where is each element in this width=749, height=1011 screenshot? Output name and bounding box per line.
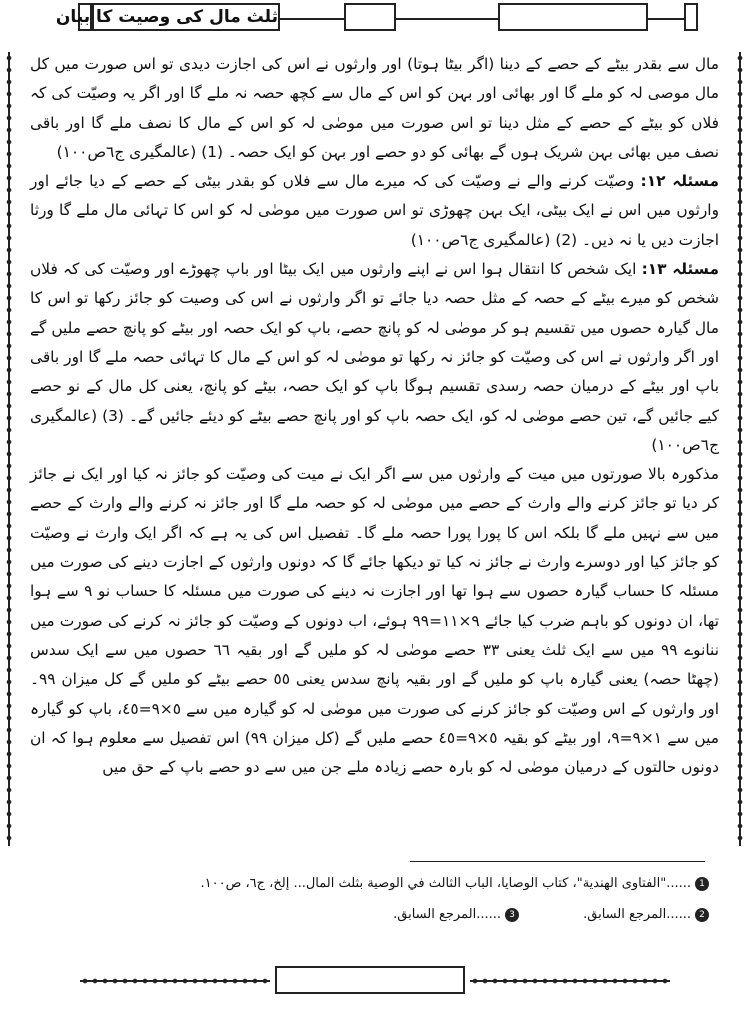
footnote-3-text: ......المرجع السابق. [393, 907, 501, 922]
paragraph-masala-12-text: وصیّت کرنے والے نے وصیّت کی کہ میرے مال سے فلاں کو بقدر بیٹی کے حصے کے دیا جائے اور وارثوں میں اس نے ایک بیٹی، ایک بہن چھوڑی تو اس صورت میں موصٰی لہ کو اس کا تہائی مال ملے گا ورثا اجازت دیں یا نہ دیں۔ (2) (عالمگیری ج٦ص١٠٠) [30, 172, 719, 249]
paragraph-1 [30, 50, 719, 167]
paragraph-masala-13-text: ایک شخص کا انتقال ہوا اس نے اپنے وارثوں میں ایک بیٹا اور باپ چھوڑے اور وصیّت کی کہ فلاں شخص کو میرے بیٹے کے حصہ کے مثل حصہ دیا جائے تو اگر وارثوں نے اس کی وصیت کو جائز رکھا تو اس کا مال گیارہ حصوں میں تقسیم ہو کر موصٰی لہ کو پانچ حصے، باپ کو ایک حصہ اور بیٹے کو پانچ حصے ملیں گے اور اگر وارثوں نے اس کی وصیّت کو جائز نہ رکھا تو موصٰی لہ کو اس کے مال کا تہائی حصہ ملے گا اور باقی باپ اور بیٹے کے درمیان حصہ رسدی تقسیم ہوگا باپ کو ایک حصہ، بیٹے کو پانچ، یعنی کل مال کے نو حصے کیے جائیں گے، تین حصے موصٰی لہ کو، ایک حصہ باپ کو اور پانچ حصے بیٹے کو دیئے جائیں گے۔ (3) (عالمگیری ج٦ص١٠٠) [30, 260, 719, 454]
left-dotted-border [4, 52, 14, 846]
paragraph-4 [30, 460, 719, 782]
footnote-3-number: 3 [505, 908, 519, 922]
header-title-box [55, 3, 280, 31]
footnote-3 [393, 907, 519, 922]
bottom-dotted-border-right [470, 976, 670, 986]
footnote-2-text: ......المرجع السابق. [583, 907, 691, 922]
masala-12-label: مسئلہ ١٢: [640, 172, 719, 191]
footnote-separator [410, 861, 705, 862]
footnote-1-number: 1 [695, 877, 709, 891]
footnote-1 [201, 876, 710, 891]
main-text [30, 50, 719, 782]
paragraph-masala-13 [30, 255, 719, 460]
footer-box [275, 966, 465, 994]
footnote-2-number: 2 [695, 908, 709, 922]
masala-13-label: مسئلہ ١٣: [641, 260, 719, 279]
footnote-1-text: ......"الفتاوى الهندية"، كتاب الوصايا، الباب الثالث في الوصية بثلث المال... إلخ، ج٦، ص١٠٠. [200, 876, 691, 891]
paragraph-masala-12 [30, 167, 719, 255]
header-box-middle [344, 3, 396, 31]
paragraph-4-text: مذکورہ بالا صورتوں میں میت کے وارثوں میں سے اگر ایک نے میت کی وصیّت کو جائز نہ کیا اور ایک نے جائز کر دیا تو جائز کرنے والے وارث کے حصے میں موصٰی لہ کو حصہ ملے گا اور جائز نہ کرنے والے وارث کے حصے میں سے نہیں ملے گا بلکہ اس کا پورا پورا حصہ ملے گا۔ تفصیل اس کی یہ ہے کہ اگر ایک وارث نے وصیّت کو جائز کیا اور دوسرے وارث نے جائز نہ کیا تو دیکھا جائے گا کہ دونوں وارثوں کے اجازت دینے کی صورت میں مسئلہ کا حساب گیارہ حصوں سے ہوا تھا اور اجازت نہ دینے کی صورت میں مسئلہ کا حساب نو ٩ سے ہوا تھا، ان دونوں کو باہم ضرب کیا جائے ٩×١١=٩٩ ہوئے، اب دونوں کے وصیّت کو جائز نہ کرنے کی صورت میں ننانوے ٩٩ میں سے ایک ثلث یعنی ٣٣ حصے موصٰی لہ کو ملیں گے اور بقیہ ٦٦ حصوں میں سے ایک سدس (چھٹا حصہ) یعنی گیارہ باپ کو ملیں گے اور بقیہ پانچ سدس یعنی ٥٥ حصے بیٹے کو ملیں گے کل میزان ٩٩۔ اور وارثوں کے اس وصیّت کو جائز کرنے کی صورت میں موصٰی لہ کو گیارہ میں سے ٥×٩=٤٥، باپ کو گیارہ میں سے ١×٩=٩، اور بیٹے کو بقیہ ٥×٩=٤٥ حصے ملیں گے (کل میزان ٩٩) اس تفصیل سے معلوم ہوا کہ ان دونوں حالتوں کے درمیان موصٰی لہ کو بارہ حصے زیادہ ملے جن میں سے دو حصے باپ کے حق میں [30, 465, 720, 777]
bottom-dotted-border-left [80, 976, 270, 986]
paragraph-1-text: مال سے بقدر بیٹے کے حصے کے دینا (اگر بیٹا ہوتا) اور وارثوں نے اس کی اجازت دیدی تو اس صورت میں کل مال موصی لہ کو ملے گا اور بھائی اور بہن کو اس کے مال سے کچھ حصہ نہ ملے گا اور اگر یہ وصیّت کی کہ فلاں کو بیٹے کے حصے کے مثل دینا تو اس صورت میں موصٰی لہ کو اس کے مال کا نصف ملے گا اور باقی نصف میں بھائی بہن شریک ہوں گے بھائی کو دو حصے اور بہن کو ایک حصہ۔ (1) (عالمگیری ج٦ص١٠٠) [30, 55, 719, 161]
page-title: ثلث مال کی وصیت کا بیان [55, 7, 278, 27]
footnote-2 [583, 907, 709, 922]
header-box-right [498, 3, 648, 31]
right-dotted-border [735, 52, 745, 846]
header-page-box-right [684, 3, 698, 31]
